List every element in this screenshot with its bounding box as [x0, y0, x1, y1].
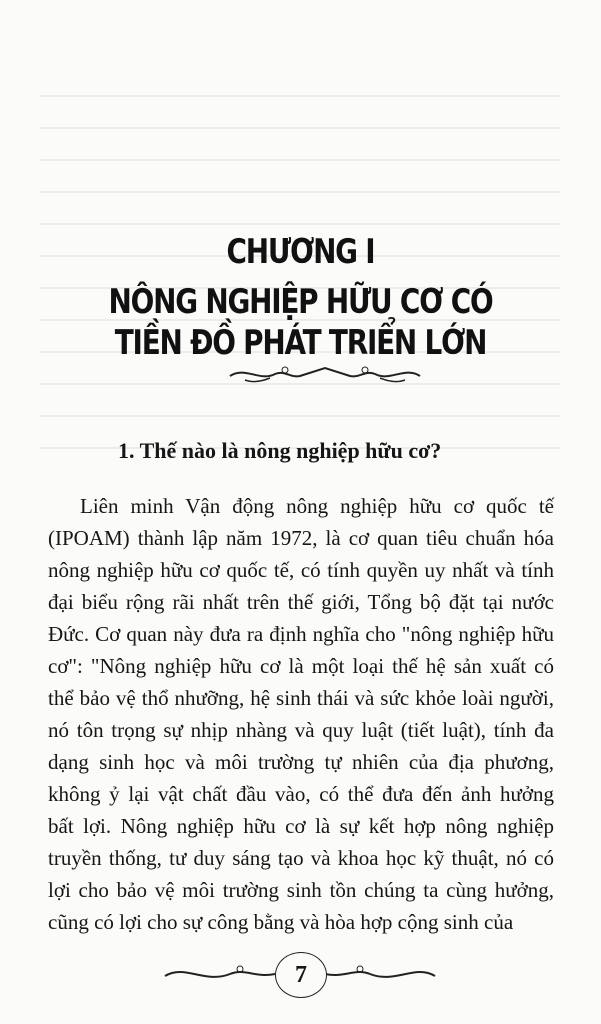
body-line: cơ": "Nông nghiệp hữu cơ là một loại thế hệ sản xuất có — [48, 654, 554, 678]
body-line: không ỷ lại vật chất đầu vào, có thể đưa đến ảnh hưởng — [48, 782, 554, 806]
page-footer — [0, 946, 601, 1002]
body-line: cũng có lợi cho sự công bằng và hòa hợp cộng sinh của — [48, 910, 514, 934]
body-text — [48, 490, 554, 938]
body-line: lợi cho bảo vệ môi trường sinh tồn chúng ta cùng hưởng, — [48, 878, 554, 902]
body-line: dạng sinh học và môi trường tự nhiên của địa phương, — [48, 750, 554, 774]
chapter-label: CHƯƠNG I — [226, 232, 375, 272]
body-line: (IPOAM) thành lập năm 1972, là cơ quan tiêu chuẩn hóa — [48, 526, 554, 550]
body-line: bất lợi. Nông nghiệp hữu cơ là sự kết hợp nông nghiệp — [48, 814, 554, 838]
body-line: nó tôn trọng sự nhịp nhàng và quy luật (tiết luật), tính đa — [48, 718, 554, 742]
body-line: truyền thống, tư duy sáng tạo và khoa học kỹ thuật, nó có — [48, 846, 554, 870]
body-line: Đức. Cơ quan này đưa ra định nghĩa cho "nông nghiệp hữu — [48, 622, 554, 646]
page-number: 7 — [275, 952, 327, 998]
body-line: thể bảo vệ thổ nhưỡng, hệ sinh thái và sức khỏe loài người, — [48, 686, 554, 710]
ornament-divider-icon — [225, 362, 425, 386]
chapter-title-line-1: NÔNG NGHIỆP HỮU CƠ CÓ — [108, 282, 493, 322]
body-line: nông nghiệp hữu cơ quốc tế, có tính quyền uy nhất và tính — [48, 558, 554, 582]
body-line: Liên minh Vận động nông nghiệp hữu cơ quốc tế — [80, 494, 554, 518]
body-line: đại biểu rộng rãi nhất trên thế giới, Tổng bộ đặt tại nước — [48, 590, 554, 614]
chapter-title-line-2: TIỀN ĐỒ PHÁT TRIỂN LỚN — [114, 323, 487, 363]
section-heading: 1. Thế nào là nông nghiệp hữu cơ? — [118, 438, 442, 463]
